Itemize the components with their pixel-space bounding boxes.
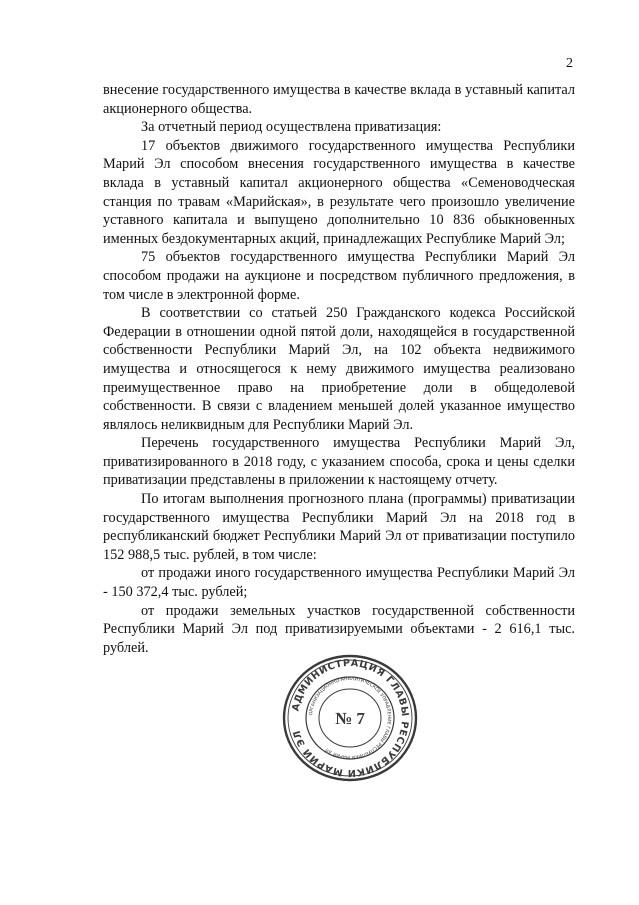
paragraph: 75 объектов государственного имущества Республики Марий Эл способом продажи на аукционе и посредством публичного предложения, в том числе в электронной форме. bbox=[103, 249, 575, 303]
paragraph: 17 объектов движимого государственного имущества Республики Марий Эл способом внесения государственного имущества в качестве вклада в уставный капитал акционерного общества «Семеноводческая станция по травам «Марийская», в результате чего произошло увеличение уставного капитала и выпущено дополнительно 10 836 обыкновенных именных бездокументарных акций, принадлежащих Республике Марий Эл; bbox=[103, 137, 575, 247]
stamp-outer-text: АДМИНИСТРАЦИЯ ГЛАВЫ РЕСПУБЛИКИ МАРИЙ ЭЛ bbox=[290, 657, 411, 779]
document-body bbox=[103, 81, 575, 657]
stamp-seal-icon bbox=[270, 648, 430, 788]
round-stamp bbox=[270, 648, 430, 788]
paragraph: от продажи земельных участков государственной собственности Республики Марий Эл под приватизируемыми объектами - 2 616,1 тыс. рублей. bbox=[103, 602, 575, 656]
stamp-inner-text: ОРГАНИЗАЦИОННО-АНАЛИТИЧЕСКОЕ УПРАВЛЕНИЕ ГЛАВЫ РЕСПУБЛИКИ МАРИЙ ЭЛ bbox=[309, 676, 392, 760]
paragraph: В соответствии со статьей 250 Гражданского кодекса Российской Федерации в отношении одной пятой доли, находящейся в государственной собственности Республики Марий Эл, на 102 объекта недвижимого имущества и относящегося к нему движимого имущества реализовано преимущественное право на приобретение доли в общедолевой собственности. В связи с владением меньшей долей указанное имущество являлось неликвидным для Республики Марий Эл. bbox=[103, 305, 575, 433]
paragraph: внесение государственного имущества в качестве вклада в уставный капитал акционерного общества. bbox=[103, 82, 575, 117]
paragraph: Перечень государственного имущества Республики Марий Эл, приватизированного в 2018 году, с указанием способа, срока и цены сделки приватизации представлены в приложении к настоящему отчету. bbox=[103, 435, 575, 489]
paragraph: По итогам выполнения прогнозного плана (программы) приватизации государственного имущества Республики Марий Эл на 2018 год в республиканский бюджет Республики Марий Эл от приватизации поступило 152 988,5 тыс. рублей, в том числе: bbox=[103, 491, 575, 563]
page-number: 2 bbox=[566, 56, 573, 71]
stamp-number: № 7 bbox=[335, 709, 365, 728]
paragraph: За отчетный период осуществлена приватизация: bbox=[141, 119, 442, 136]
paragraph: от продажи иного государственного имущества Республики Марий Эл - 150 372,4 тыс. рублей; bbox=[103, 565, 575, 601]
